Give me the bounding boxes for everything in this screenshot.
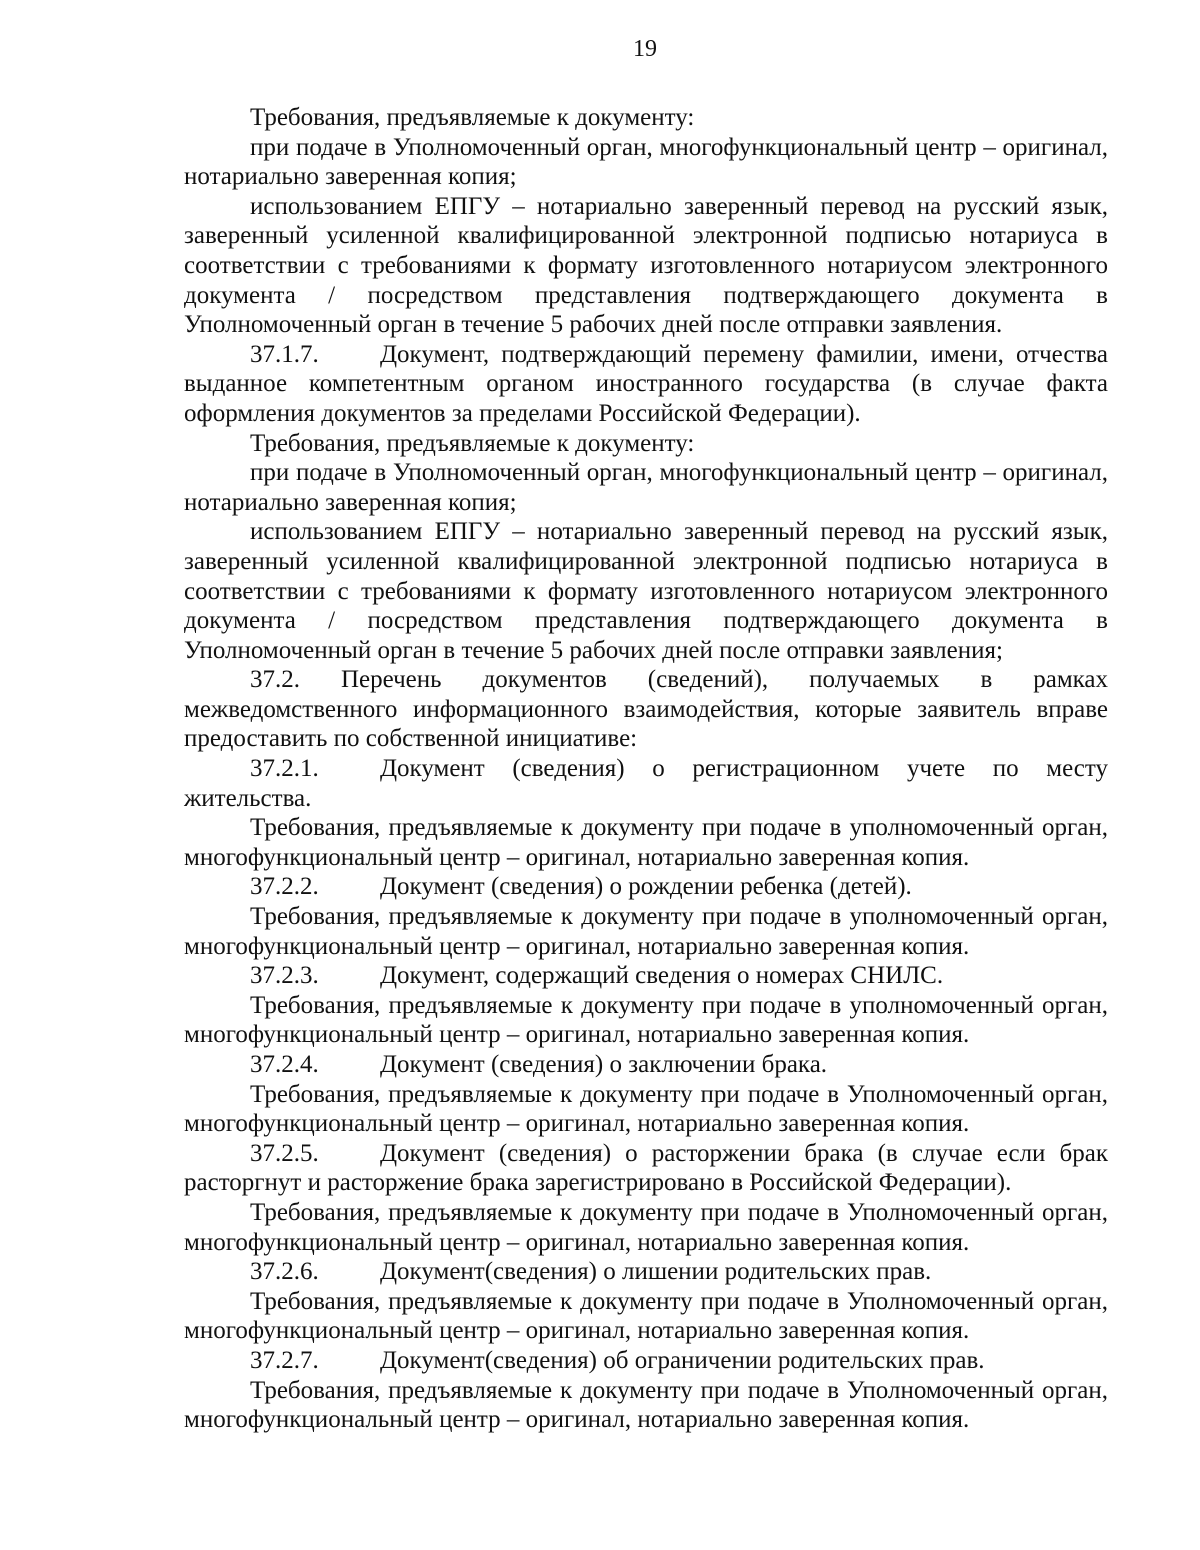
paragraph-text: Документ (сведения) о рождении ребенка (детей). [380, 873, 912, 901]
paragraph [184, 458, 1108, 517]
paragraph-text: при подаче в Уполномоченный орган, многофункциональный центр – оригинал, нотариально заверенная копия; [184, 459, 1108, 516]
paragraph [184, 103, 1108, 133]
paragraph [184, 1287, 1108, 1346]
paragraph-text: Документ, содержащий сведения о номерах СНИЛС. [380, 962, 944, 990]
paragraph [184, 1376, 1108, 1435]
paragraph-text: Документ (сведения) о расторжении брака (в случае если брак расторгнут и расторжение брака зарегистрировано в Российской Федерации). [184, 1139, 1108, 1197]
clause-number: 37.2. [250, 666, 300, 694]
paragraph-text: использованием ЕПГУ – нотариально заверенный перевод на русский язык, заверенный усиленной квалифицированной электронной подписью нотариуса в соответствии с требованиями к формату изготовленного нотариусом электронного документа / посредством представления подтверждающего документа в Уполномоченный орган в течение 5 рабочих дней после отправки заявления; [184, 518, 1108, 664]
paragraph-text: Требования, предъявляемые к документу при подаче в уполномоченный орган, многофункциональный центр – оригинал, нотариально заверенная копия. [184, 903, 1108, 960]
paragraph-text: Требования, предъявляемые к документу при подаче в Уполномоченный орган, многофункциональный центр – оригинал, нотариально заверенная копия. [184, 1198, 1108, 1256]
page-number: 19 [633, 36, 657, 62]
clause-number: 37.2.5. [250, 1139, 319, 1167]
numbered-paragraph [184, 665, 1108, 754]
numbered-paragraph [184, 961, 1108, 991]
numbered-paragraph [184, 1050, 1108, 1080]
paragraph-text: Документ(сведения) о лишении родительских прав. [380, 1258, 932, 1286]
paragraph [184, 1198, 1108, 1257]
paragraph-text: Требования, предъявляемые к документу при подаче в Уполномоченный орган, многофункциональный центр – оригинал, нотариально заверенная копия. [184, 1376, 1108, 1434]
numbered-paragraph [184, 1257, 1108, 1287]
paragraph-text: Перечень документов (сведений), получаемых в рамках межведомственного информационного взаимодействия, которые заявитель вправе предоставить по собственной инициативе: [184, 666, 1108, 753]
numbered-paragraph [184, 754, 1108, 813]
paragraph-text: Требования, предъявляемые к документу при подаче в Уполномоченный орган, многофункциональный центр – оригинал, нотариально заверенная копия. [184, 1080, 1108, 1138]
paragraph-text: использованием ЕПГУ – нотариально заверенный перевод на русский язык, заверенный усиленной квалифицированной электронной подписью нотариуса в соответствии с требованиями к формату изготовленного нотариусом электронного документа / посредством представления подтверждающего документа в Уполномоченный орган в течение 5 рабочих дней после отправки заявления. [184, 192, 1108, 339]
paragraph-text: Документ(сведения) об ограничении родительских прав. [380, 1346, 985, 1374]
clause-number: 37.2.4. [250, 1051, 319, 1078]
numbered-paragraph [184, 1139, 1108, 1198]
paragraph-text: Требования, предъявляемые к документу при подаче в Уполномоченный орган, многофункциональный центр – оригинал, нотариально заверенная копия. [184, 1287, 1108, 1345]
paragraph [184, 517, 1108, 665]
document-body [184, 103, 1108, 1435]
clause-number: 37.2.6. [250, 1258, 319, 1286]
paragraph [184, 133, 1108, 192]
clause-number: 37.2.1. [250, 755, 319, 783]
paragraph [184, 429, 1108, 459]
paragraph [184, 991, 1108, 1050]
paragraph [184, 902, 1108, 961]
paragraph-text: Документ, подтверждающий перемену фамилии, имени, отчества выданное компетентным органом иностранного государства (в случае факта оформления документов за пределами Российской Федерации). [184, 340, 1108, 427]
numbered-paragraph [184, 1346, 1108, 1376]
clause-number: 37.1.7. [250, 340, 319, 368]
paragraph-text: Документ (сведения) о заключении брака. [380, 1051, 828, 1078]
clause-number: 37.2.2. [250, 873, 319, 901]
paragraph [184, 192, 1108, 340]
numbered-paragraph [184, 340, 1108, 429]
paragraph-text: Требования, предъявляемые к документу при подаче в уполномоченный орган, многофункциональный центр – оригинал, нотариально заверенная копия. [184, 814, 1108, 871]
clause-number: 37.2.7. [250, 1346, 319, 1374]
paragraph [184, 1080, 1108, 1139]
clause-number: 37.2.3. [250, 962, 319, 990]
paragraph-text: Требования, предъявляемые к документу: [250, 104, 695, 131]
paragraph-text: при подаче в Уполномоченный орган, многофункциональный центр – оригинал, нотариально заверенная копия; [184, 133, 1108, 191]
paragraph-text: Требования, предъявляемые к документу при подаче в уполномоченный орган, многофункциональный центр – оригинал, нотариально заверенная копия. [184, 991, 1108, 1049]
paragraph-text: Документ (сведения) о регистрационном учете по месту жительства. [184, 755, 1108, 812]
numbered-paragraph [184, 872, 1108, 902]
paragraph-text: Требования, предъявляемые к документу: [250, 429, 695, 457]
paragraph [184, 813, 1108, 872]
